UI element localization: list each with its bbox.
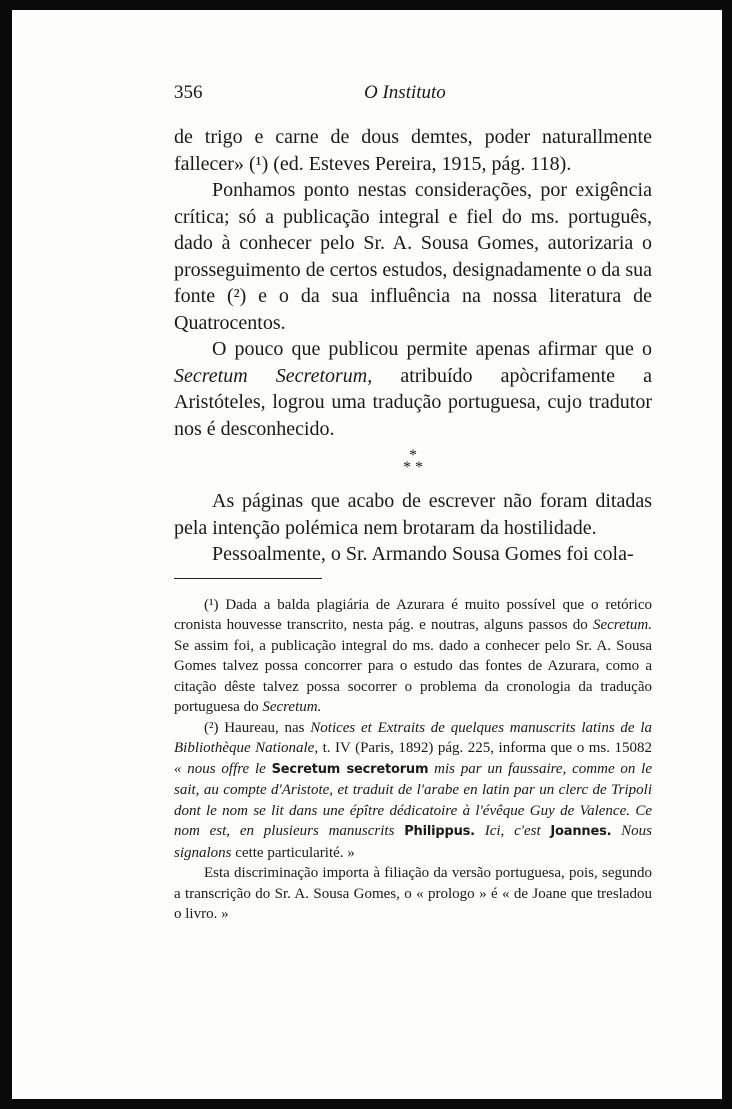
footnote-1	[174, 595, 652, 718]
running-title: O Instituto	[364, 82, 446, 103]
footnote-2-text-k: cette particularité. »	[231, 844, 355, 861]
running-head	[174, 70, 652, 106]
footnote-1-text-c: Se assim foi, a publicação integral do ms. dado a conhecer pelo Sr. A. Sousa Gomes talvez possa concorrer para o estudo das fontes de Azurara, como a citação dêste talvez possa socorrer o problema da cronologia da tradução portuguesa do	[174, 637, 652, 715]
footnote-2-title: Notices et Extraits de quelques manuscrits latins de la Bibliothèque Nationale,	[174, 719, 652, 756]
body-text	[174, 124, 652, 568]
paragraph-3-title: Secretum Secretorum,	[174, 364, 373, 387]
footnote-3: Esta discriminação importa à filiação da versão portuguesa, pois, segundo a transcrição do Sr. A. Sousa Gomes, o « prologo » é « de Joane que tresladou o livro. »	[174, 865, 652, 922]
paragraph-2: Ponhamos ponto nestas considerações, por exigência crítica; só a publicação integral e fiel do ms. português, dado à conhecer pelo Sr. A. Sousa Gomes, autorizaria o prosseguimento de certos estudos, designadamente o da sua fonte (²) e o da sua influência na nossa literatura de Quatrocentos.	[174, 179, 652, 334]
footnote-1-title-b: Secretum.	[592, 617, 652, 633]
footnote-2-secretum: Secretum secretorum	[271, 761, 429, 777]
footnote-1-text-a: (¹) Dada a balda plagiária de Azurara é muito possível que o retórico cronista houvesse transcrito, nesta pág. e noutras, alguns passos do	[174, 596, 652, 633]
paragraph-5: Pessoalmente, o Sr. Armando Sousa Gomes foi cola-	[212, 543, 634, 565]
paragraph-1: de trigo e carne de dous demtes, poder naturallmente fallecer» (¹) (ed. Esteves Pereira, 1915, pág. 118).	[174, 126, 652, 175]
paragraph-3	[174, 336, 652, 442]
footnote-2-quote-h: Ici, c'est	[474, 823, 551, 839]
footnote-2-text-c: t. IV (Paris, 1892) pág. 225, informa que o ms. 15082	[318, 740, 652, 756]
footnote-2-philippus: Philippus.	[404, 824, 475, 839]
footnotes	[174, 595, 652, 925]
footnote-2-quote-f: mis par un faussaire, comme on le sait, au compte d'Aristote, et traduit de l'arabe en latin par un clerc de Tripoli dont le nom se lit dans une épître dédicatoire à l'évêque Guy de Valence. Ce nom est, en plusieurs manuscrits	[174, 760, 653, 839]
asterism-top: *	[409, 447, 417, 464]
page-number: 356	[174, 82, 203, 103]
footnote-2-text-a: (²) Haureau, nas	[204, 719, 311, 736]
footnote-rule	[174, 578, 322, 579]
asterism-bottom: * *	[403, 459, 423, 476]
footnote-2-quote-d: « nous offre le	[174, 760, 272, 777]
footnote-2	[174, 718, 652, 864]
book-page	[174, 70, 652, 925]
paragraph-3-text-c: atribuído apòcrifamente a Aristóteles, logrou uma tradução portuguesa, cujo tradutor nos é desconhecido.	[174, 364, 652, 440]
asterism-divider	[174, 447, 652, 476]
footnote-2-quote-j: Nous signalons	[174, 823, 652, 861]
footnote-2-joannes: Joannes.	[550, 824, 612, 839]
paragraph-4: As páginas que acabo de escrever não foram ditadas pela intenção polémica nem brotaram da hostilidade.	[174, 490, 652, 539]
paragraph-3-text-a: O pouco que publicou permite apenas afirmar que o	[212, 338, 652, 360]
footnote-1-title-d: Secretum.	[262, 699, 322, 715]
